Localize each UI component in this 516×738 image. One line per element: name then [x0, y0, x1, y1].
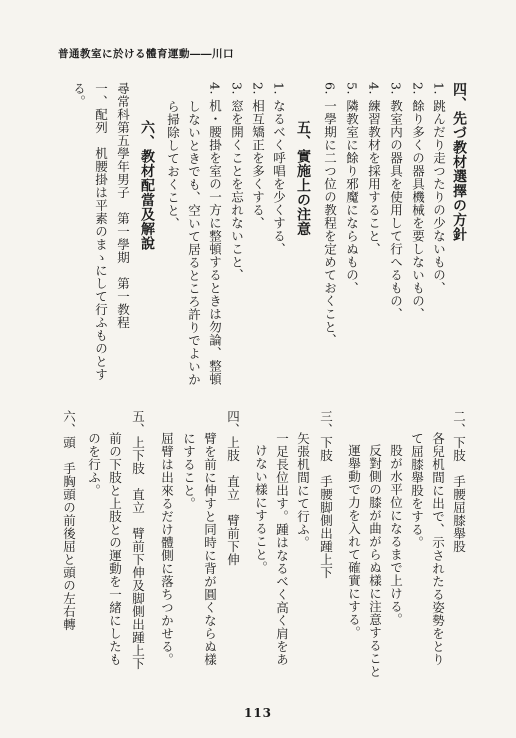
text-column: 5. 隣教室に餘り邪魔にならぬもの、 — [344, 82, 360, 295]
text-column: 1. 跳んだり走つたりの少ないもの、 — [431, 82, 447, 295]
text-column: 3. 窓を開くことを忘れないこと、 — [229, 82, 245, 282]
text-column: 屈臂は出來るだけ體側に落ちつかせる。 — [159, 432, 175, 666]
text-column: 2. 餘り多くの器具機械を要しないもの、 — [410, 82, 426, 321]
text-column: 反對側の膝が曲がらぬ樣に注意すること — [367, 444, 383, 678]
text-column: けない樣にすること。 — [253, 444, 269, 574]
page-number: 113 — [243, 706, 273, 720]
text-column: 三、下肢 手腰脚側出踵上下 — [318, 410, 334, 579]
text-column: 4. 練習教材を採用すること、 — [366, 82, 382, 256]
text-column: 4. 机・腰掛を室の一方に整頓するときは勿論、整頓 — [207, 82, 223, 386]
text-column: 前の下肢と上肢との運動を一緒にしたも — [107, 432, 123, 666]
text-column: 二、下肢 手腰屈膝舉股 — [451, 410, 467, 553]
text-column: 六、頭 手胸頭の前後屈と頭の左右轉 — [61, 410, 77, 631]
text-column: のを行ふ。 — [86, 432, 102, 497]
text-column: 3. 教室内の器具を使用して行へるもの、 — [388, 82, 404, 321]
text-column: 一足長位出す。踵はなるべく高く肩をあ — [274, 432, 290, 666]
text-column: 2. 相互矯正を多くする、 — [250, 82, 266, 230]
section-heading-5: 五、實施上の注意 — [295, 120, 311, 236]
text-column: 一、配列 机腰掛は平素のまゝにして行ふものとす — [93, 82, 109, 381]
text-column: 臂を前に伸すと同時に背が圓くならぬ樣 — [202, 432, 218, 666]
text-column: 1. なるべく呼唱を少くする、 — [271, 82, 287, 256]
text-column: 四、上肢 直立 臂前下伸 — [225, 410, 241, 566]
text-column: にすること。 — [181, 432, 197, 510]
section-heading-4: 四、先づ教材選擇の方針 — [451, 82, 467, 242]
text-column: 矢張机間にて行ふ。 — [295, 432, 311, 549]
text-column: 各兒机間に出で、示されたる姿勢をとり — [430, 432, 446, 666]
text-column: 6. 一學期に二つ位の教程を定めておくこと、 — [322, 82, 338, 347]
text-column: て屈膝舉股をする。 — [409, 432, 425, 549]
text-column: 股が水平位になるまで上ける。 — [388, 444, 404, 626]
text-column: る。 — [71, 82, 87, 108]
text-column: 運舉動で力を入れて確實にする。 — [346, 444, 362, 639]
running-header: 普通教室に於ける體育運動――川口 — [58, 48, 234, 60]
text-column: 五、上下肢 直立 臂前下伸及脚側出踵上下 — [130, 410, 146, 670]
text-column: 尋常科第五學年男子 第一學期 第一教程 — [115, 82, 131, 329]
text-column: ら掃除しておくこと、 — [165, 100, 181, 230]
text-column: しないときでも、空いて居るところ許りでよいか — [186, 100, 202, 386]
section-heading-6: 六、教材配當及解說 — [139, 120, 155, 251]
